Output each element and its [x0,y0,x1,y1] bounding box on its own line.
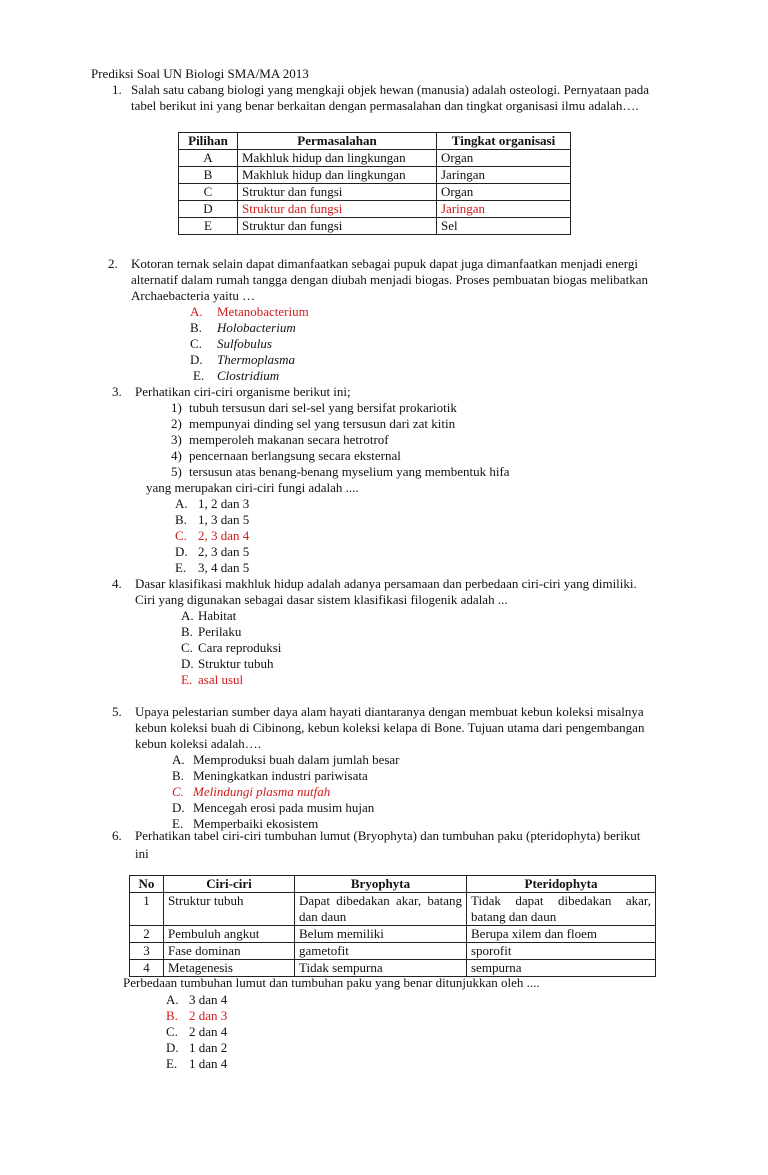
q3-item-text: mempunyai dinding sel yang tersusun dari zat kitin [189,416,456,431]
q6-option-a-text: 3 dan 4 [189,992,228,1007]
table-row [130,943,656,960]
q3-item-text: tubuh tersusun dari sel-sel yang bersifat prokariotik [189,400,457,415]
q4-option-d-text: Struktur tubuh [198,656,274,671]
q5-option-e-text: Memperbaiki ekosistem [193,816,319,831]
q6-text-line1: Perhatikan tabel ciri-ciri tumbuhan lumut (Bryophyta) dan tumbuhan paku (pteridophyta) berikut [135,828,641,843]
q5-text-line1: Upaya pelestarian sumber daya alam hayati diantaranya dengan membuat kebun koleksi misalnya [135,704,644,719]
q6-option-e-label: E. [166,1056,178,1071]
q1-cell: Struktur dan fungsi [238,218,437,235]
q4-option-c-text: Cara reproduksi [198,640,282,655]
document-title: Prediksi Soal UN Biologi SMA/MA 2013 [91,66,309,81]
q5-option-d-text: Mencegah erosi pada musim hujan [193,800,375,815]
q1-cell: Jaringan [437,167,571,184]
q3-text-line1: Perhatikan ciri-ciri organisme berikut ini; [135,384,351,399]
q4-number: 4. [112,576,122,591]
q3-item-text: memperoleh makanan secara hetrotrof [189,432,389,447]
q6-cell: 2 [130,926,164,943]
q3-item-label: 4) [171,448,182,463]
q6-option-b-label: B. [166,1008,178,1023]
q2-option-b-label: B. [190,320,202,335]
q3-item-label: 5) [171,464,182,479]
q4-option-e-text: asal usul [198,672,244,687]
q2-option-e-text: Clostridium [217,368,280,383]
q6-table [129,875,656,977]
q6-option-d-text: 1 dan 2 [189,1040,228,1055]
q2-number: 2. [108,256,118,271]
q1-col-tingkat: Tingkat organisasi [437,133,571,150]
q6-col-no: No [130,876,164,893]
q3-option-a-label: A. [175,496,188,511]
q5-option-c-text: Melindungi plasma nutfah [193,784,331,799]
q3-item-text: pencernaan berlangsung secara eksternal [189,448,401,463]
q4-option-b-label: B. [181,624,193,639]
q6-number: 6. [112,828,122,843]
q6-cell: Dapat dibedakan akar, batang dan daun [295,893,467,926]
q6-cell: Pembuluh angkut [164,926,295,943]
q3-option-e-label: E. [175,560,187,575]
q1-col-pilihan: Pilihan [179,133,238,150]
q5-option-b-text: Meningkatkan industri pariwisata [193,768,368,783]
q3-item-label: 1) [171,400,182,415]
q4-option-a-label: A. [181,608,194,623]
q5-text-line2: kebun koleksi buah di Cibinong, kebun koleksi kelapa di Bone. Tujuan utama dari pengembangan [135,720,645,735]
q3-number: 3. [112,384,122,399]
q6-cell: Tidak dapat dibedakan akar, batang dan daun [467,893,656,926]
q4-option-b-text: Perilaku [198,624,242,639]
q1-table [178,132,571,235]
q3-option-d-label: D. [175,544,188,559]
q2-option-e-label: E. [193,368,205,383]
q6-cell: Tidak sempurna [295,960,467,977]
table-row [179,184,571,201]
q6-col-pteridophyta: Pteridophyta [467,876,656,893]
q2-option-a-label: A. [190,304,203,319]
q1-cell: C [179,184,238,201]
q1-number: 1. [112,82,122,97]
q3-option-b-label: B. [175,512,187,527]
q4-text-line2: Ciri yang digunakan sebagai dasar sistem klasifikasi filogenik adalah ... [135,592,508,607]
q3-item-label: 2) [171,416,182,431]
q6-cell: Belum memiliki [295,926,467,943]
table-row [179,167,571,184]
q4-option-d-label: D. [181,656,194,671]
q4-text-line1: Dasar klasifikasi makhluk hidup adalah adanya persamaan dan perbedaan ciri-ciri yang dimiliki. [135,576,637,591]
q1-cell: Sel [437,218,571,235]
q6-option-a-label: A. [166,992,179,1007]
q1-cell-answer: Jaringan [437,201,571,218]
q1-cell: E [179,218,238,235]
q3-option-e-text: 3, 4 dan 5 [198,560,250,575]
q6-table-header [130,876,656,893]
q2-text-line1: Kotoran ternak selain dapat dimanfaatkan sebagai pupuk dapat juga dimanfaatkan menjadi energi [131,256,638,271]
q5-number: 5. [112,704,122,719]
q1-cell: Makhluk hidup dan lingkungan [238,150,437,167]
q5-option-a-label: A. [172,752,185,767]
q6-option-c-label: C. [166,1024,178,1039]
q1-cell: Makhluk hidup dan lingkungan [238,167,437,184]
q6-cell: sempurna [467,960,656,977]
q5-option-d-label: D. [172,800,185,815]
q3-item-label: 3) [171,432,182,447]
table-row [179,150,571,167]
q6-cell: 3 [130,943,164,960]
q2-option-c-label: C. [190,336,202,351]
q6-cell: sporofit [467,943,656,960]
q1-cell: D [179,201,238,218]
q6-option-c-text: 2 dan 4 [189,1024,228,1039]
q4-option-e-label: E. [181,672,193,687]
table-row-answer [179,201,571,218]
q1-cell: Struktur dan fungsi [238,184,437,201]
q2-option-b-text: Holobacterium [217,320,296,335]
q1-text-line1: Salah satu cabang biologi yang mengkaji objek hewan (manusia) adalah osteologi. Pernyataan pada [131,82,650,97]
q3-option-c-text: 2, 3 dan 4 [198,528,250,543]
q1-cell: Organ [437,150,571,167]
q6-cell: Metagenesis [164,960,295,977]
q6-col-bryophyta: Bryophyta [295,876,467,893]
table-row [130,960,656,977]
q1-col-permasalahan: Permasalahan [238,133,437,150]
q6-cell: 1 [130,893,164,926]
table-row [130,893,656,926]
q5-option-a-text: Memproduksi buah dalam jumlah besar [193,752,400,767]
q6-option-d-label: D. [166,1040,179,1055]
q2-option-d-label: D. [190,352,203,367]
q1-text-line2: tabel berikut ini yang benar berkaitan dengan permasalahan dan tingkat organisasi ilmu adalah…. [131,98,639,113]
q2-option-c-text: Sulfobulus [217,336,272,351]
q1-cell-answer: Struktur dan fungsi [238,201,437,218]
q1-cell: B [179,167,238,184]
q3-prompt: yang merupakan ciri-ciri fungi adalah .... [146,480,359,495]
q6-cell: Fase dominan [164,943,295,960]
q6-col-ciri: Ciri-ciri [164,876,295,893]
q3-item-text: tersusun atas benang-benang myselium yang membentuk hifa [189,464,510,479]
q5-option-e-label: E. [172,816,184,831]
q6-cell: Struktur tubuh [164,893,295,926]
q2-option-a-text: Metanobacterium [217,304,309,319]
q5-option-b-label: B. [172,768,184,783]
q6-cell: 4 [130,960,164,977]
q3-option-b-text: 1, 3 dan 5 [198,512,250,527]
q6-cell: Berupa xilem dan floem [467,926,656,943]
q1-cell: Organ [437,184,571,201]
table-row [130,926,656,943]
q3-option-d-text: 2, 3 dan 5 [198,544,250,559]
q6-option-b-text: 2 dan 3 [189,1008,228,1023]
q6-cell: gametofit [295,943,467,960]
q4-option-a-text: Habitat [198,608,237,623]
q1-table-header [179,133,571,150]
q3-option-c-label: C. [175,528,187,543]
q3-option-a-text: 1, 2 dan 3 [198,496,250,511]
q2-text-line2: alternatif dalam rumah tangga dengan diubah menjadi biogas. Proses pembuatan biogas melibatkan [131,272,648,287]
q2-text-line3: Archaebacteria yaitu … [131,288,256,303]
q1-cell: A [179,150,238,167]
q4-option-c-label: C. [181,640,193,655]
table-row [179,218,571,235]
q5-option-c-label: C. [172,784,184,799]
q5-text-line3: kebun koleksi adalah…. [135,736,261,751]
q2-option-d-text: Thermoplasma [217,352,296,367]
q6-option-e-text: 1 dan 4 [189,1056,228,1071]
q6-text-line2: ini [135,846,149,861]
q6-prompt: Perbedaan tumbuhan lumut dan tumbuhan paku yang benar ditunjukkan oleh .... [123,975,540,990]
